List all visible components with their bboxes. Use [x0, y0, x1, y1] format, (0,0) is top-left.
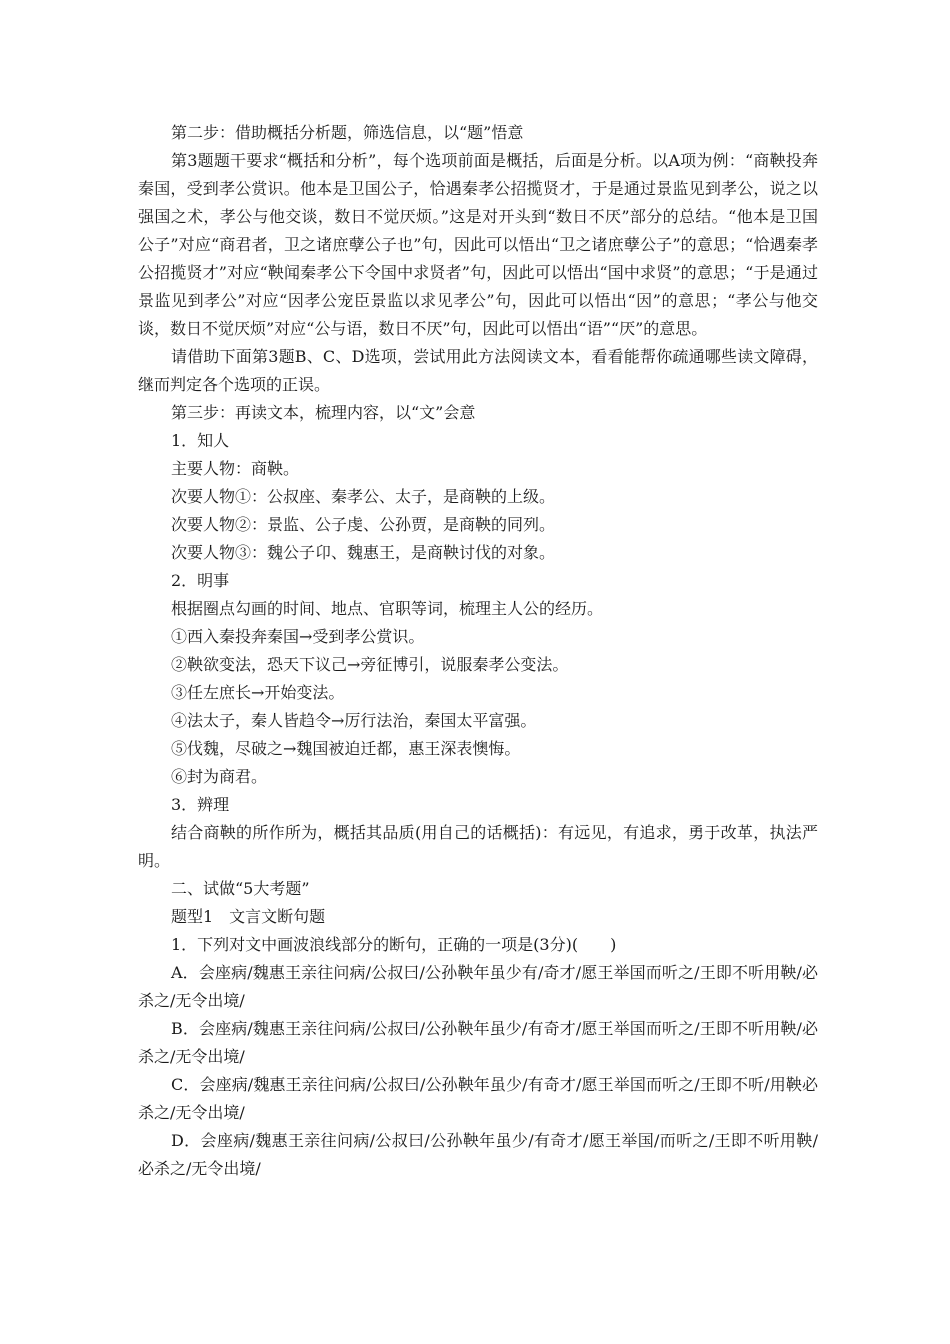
event-item-2: ②鞅欲变法，恐天下议己→旁征博引，说服秦孝公变法。 — [171, 655, 569, 674]
secondary-character-line-1: 次要人物①：公叔座、秦孝公、太子，是商鞅的上级。 — [171, 487, 556, 506]
event-item-6: ⑥封为商君。 — [171, 767, 268, 786]
secondary-character-line-2: 次要人物②：景监、公子虔、公孙贾，是商鞅的同列。 — [171, 515, 556, 534]
event-item-5: ⑤伐魏，尽破之→魏国被迫迁都，惠王深表懊悔。 — [171, 739, 521, 758]
document-body — [138, 119, 818, 1183]
section-reasoning: 3．辨理 — [171, 795, 230, 814]
secondary-character-line-3: 次要人物③：魏公子卬、魏惠王，是商鞅讨伐的对象。 — [171, 543, 556, 562]
option-d: D．会座病/魏惠王亲往问病/公叔曰/公孙鞅年虽少/有奇才/愿王举国/而听之/王即不听用鞅/必杀之/无令出境/ — [138, 1131, 818, 1178]
instruction-paragraph: 请借助下面第3题B、C、D选项，尝试用此方法阅读文本，看看能帮你疏通哪些读文障碍，继而判定各个选项的正误。 — [138, 347, 818, 394]
question-1-stem: 1．下列对文中画波浪线部分的断句，正确的一项是(3分)( ) — [171, 935, 617, 954]
event-item-3: ③任左庶长→开始变法。 — [171, 683, 345, 702]
analysis-paragraph: 第3题题干要求“概括和分析”，每个选项前面是概括，后面是分析。以A项为例：“商鞅投奔秦国，受到孝公赏识。他本是卫国公子，恰遇秦孝公招揽贤才，于是通过景监见到孝公，说之以强国之术，孝公与他交谈，数日不觉厌烦。”这是对开头到“数日不厌”部分的总结。“他本是卫国公子”对应“商君者，卫之诸庶孽公子也”句，因此可以悟出“卫之诸庶孽公子”的意思；“恰遇秦孝公招揽贤才”对应“鞅闻秦孝公下令国中求贤者”句，因此可以悟出“国中求贤”的意思；“于是通过景监见到孝公”对应“因孝公宠臣景监以求见孝公”句，因此可以悟出“因”的意思；“孝公与他交谈，数日不觉厌烦”对应“公与语，数日不厌”句，因此可以悟出“语”“厌”的意思。 — [138, 151, 818, 338]
step-two-heading: 第二步：借助概括分析题，筛选信息，以“题”悟意 — [171, 123, 524, 142]
step-three-heading: 第三步：再读文本，梳理内容，以“文”会意 — [171, 403, 476, 422]
event-item-1: ①西入秦投奔秦国→受到孝公赏识。 — [171, 627, 425, 646]
events-intro: 根据圈点勾画的时间、地点、官职等词，梳理主人公的经历。 — [171, 599, 604, 618]
option-b: B．会座病/魏惠王亲往问病/公叔曰/公孙鞅年虽少/有奇才/愿王举国而听之/王即不听用鞅/必杀之/无令出境/ — [138, 1019, 818, 1066]
option-a: A．会座病/魏惠王亲往问病/公叔曰/公孙鞅年虽少有/奇才/愿王举国而听之/王即不听用鞅/必杀之/无令出境/ — [138, 963, 818, 1010]
part-two-heading: 二、试做“5大考题” — [171, 879, 310, 898]
main-character-line: 主要人物：商鞅。 — [171, 459, 300, 478]
event-item-4: ④法太子，秦人皆趋令→厉行法治，秦国太平富强。 — [171, 711, 537, 730]
section-clarify-events: 2．明事 — [171, 571, 230, 590]
question-type-heading: 题型1 文言文断句题 — [171, 907, 326, 926]
character-summary: 结合商鞅的所作所为，概括其品质(用自己的话概括)：有远见，有追求，勇于改革，执法严明。 — [138, 823, 818, 870]
option-c: C．会座病/魏惠王亲往问病/公叔曰/公孙鞅年虽少/有奇才/愿王举国而听之/王即不听/用鞅必杀之/无令出境/ — [138, 1075, 818, 1122]
section-know-people: 1．知人 — [171, 431, 230, 450]
